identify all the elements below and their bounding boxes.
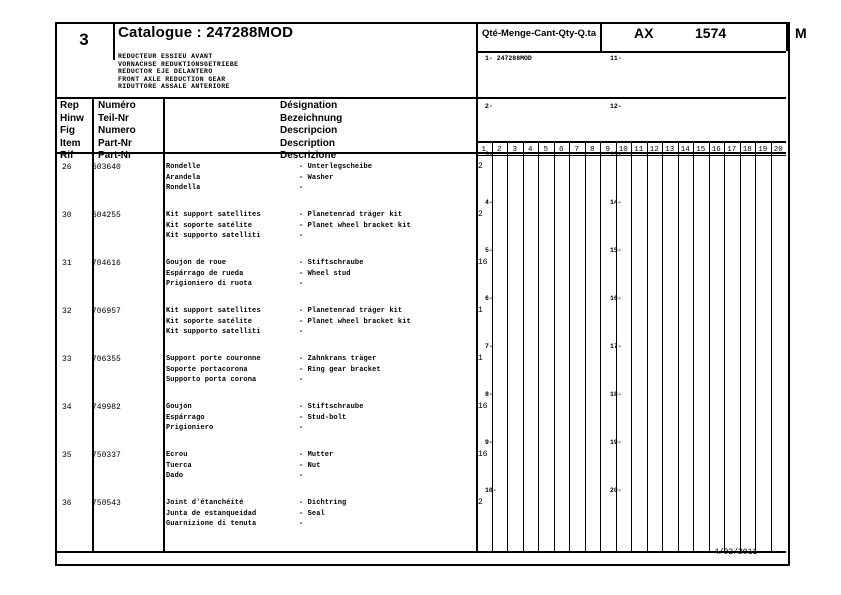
column-header-designation [280, 100, 342, 163]
row-designation-translated-line: - Planet wheel bracket kit [299, 317, 411, 326]
row-rep: 26 [62, 163, 72, 172]
row-rep: 35 [62, 451, 72, 460]
row-designation-translated-line: - Stiftschraube [299, 259, 364, 267]
catalogue-title [118, 24, 293, 41]
qty-column-header: 13 [665, 146, 675, 154]
row-designation-line: Arandela [166, 173, 201, 182]
column-header-line: Fig [60, 125, 75, 137]
legend-item: 17- [610, 343, 622, 350]
row-quantity: 16 [478, 258, 488, 267]
qty-column-header: 16 [711, 146, 721, 154]
row-part-number: 750337 [92, 451, 121, 460]
row-designation-line: Goujon de roue [166, 259, 227, 267]
row-designation-translated-line: - Planetenrad träger kit [299, 211, 403, 219]
qty-column-header: 18 [742, 146, 752, 154]
row-quantity: 2 [478, 210, 483, 219]
row-designation [166, 402, 213, 434]
section-number: 3 [79, 30, 89, 49]
row-designation-line: Tuerca [166, 461, 192, 470]
row-designation-translated-line: - Nut [299, 461, 321, 470]
legend-item: 12- [610, 103, 622, 110]
row-designation-translated [299, 258, 364, 290]
subtitle-line: RIDUTTORE ASSALE ANTERIORE [118, 83, 230, 91]
row-designation-line: Kit supporto satelliti [166, 328, 261, 336]
legend-item: 8- [485, 391, 493, 398]
row-rep: 32 [62, 307, 72, 316]
qty-column-header: 2 [496, 146, 502, 154]
row-designation [166, 258, 252, 290]
qty-column-header: 6 [558, 146, 564, 154]
table-row [0, 303, 841, 351]
qty-column-header: 4 [527, 146, 533, 154]
row-rep: 30 [62, 211, 72, 220]
table-row [0, 495, 841, 543]
legend-item: 2- [485, 103, 493, 110]
table-row [0, 447, 841, 495]
row-designation-translated-line: - Stiftschraube [299, 403, 364, 411]
qty-column-header: 5 [543, 146, 548, 154]
row-designation [166, 162, 200, 194]
qty-column-header: 9 [605, 146, 610, 154]
row-designation-line: Prigioniero di ruota [166, 280, 253, 288]
row-designation-translated-line: - [299, 232, 304, 240]
qty-divider-1 [600, 22, 602, 51]
table-row [0, 255, 841, 303]
legend-item: 20- [610, 487, 622, 494]
legend-item: 4- [485, 199, 493, 206]
row-designation-line: Rondelle [166, 163, 201, 171]
qty-header-rule [476, 51, 786, 53]
row-designation-translated-line: - Dichtring [299, 499, 347, 507]
legend-item: 1- 247288MOD [485, 55, 532, 62]
legend-item: 7- [485, 343, 493, 350]
column-header-line: Part-Nr [98, 150, 132, 162]
row-designation-translated-line: - [299, 184, 304, 192]
qty-column-header: 8 [589, 146, 595, 154]
row-designation-line: Prigioniero [166, 424, 214, 432]
legend-item: 3- [485, 151, 493, 158]
column-header-line: Item [60, 137, 81, 149]
row-designation [166, 450, 192, 482]
row-designation-translated-line: - [299, 424, 304, 432]
qty-column-header: 17 [727, 146, 737, 154]
m-label: M [795, 25, 807, 41]
column-header-line: Teil-Nr [98, 112, 129, 124]
row-designation-translated [299, 306, 411, 338]
legend-item: 9- [485, 439, 493, 446]
qty-column-header: 1 [481, 146, 486, 154]
row-designation-translated-line: - Zahnkrans träger [299, 355, 377, 363]
legend-item: 6- [485, 295, 493, 302]
row-designation-translated-line: - [299, 376, 304, 384]
table-row [0, 207, 841, 255]
row-designation-translated-line: - [299, 520, 304, 528]
subtitle-line: REDUCTEUR ESSIEU AVANT [118, 53, 213, 60]
qty-column-header: 12 [649, 146, 659, 154]
row-designation-line: Kit supporto satelliti [166, 232, 261, 240]
table-row [0, 159, 841, 207]
qty-divider-2 [786, 22, 788, 51]
row-designation-line: Ecrou [166, 451, 188, 459]
row-part-number: 750543 [92, 499, 121, 508]
row-designation-translated-line: - [299, 280, 304, 288]
row-designation-line: Junta de estanqueidad [166, 509, 257, 518]
row-designation-line: Kit support satellites [166, 211, 261, 219]
table-row [0, 399, 841, 447]
document-date: 4/02/2011 [714, 548, 758, 557]
row-designation-translated-line: - Mutter [299, 451, 334, 459]
column-header-numero [98, 100, 136, 163]
row-rep: 34 [62, 403, 72, 412]
row-designation-translated-line: - [299, 472, 304, 480]
legend-item: 5- [485, 247, 493, 254]
qty-header-label: Qté-Menge-Cant-Qty-Q.ta [482, 28, 596, 39]
legend-item: 18- [610, 391, 622, 398]
legend-item: 14- [610, 199, 622, 206]
row-rep: 36 [62, 499, 72, 508]
row-designation-line: Goujon [166, 403, 192, 411]
row-quantity: 16 [478, 450, 488, 459]
qty-column-header: 7 [574, 146, 579, 154]
column-header-line: Numero [98, 125, 136, 137]
catalogue-label: Catalogue : [118, 24, 202, 41]
row-designation-translated-line: - Ring gear bracket [299, 365, 381, 374]
qty-column-header: 15 [696, 146, 706, 154]
qty-column-header: 20 [773, 146, 783, 154]
row-quantity: 16 [478, 402, 488, 411]
column-header-rep [60, 100, 84, 163]
subtitle-line: REDUCTOR EJE DELANTERO [118, 68, 213, 76]
catalogue-number: 247288MOD [206, 24, 294, 41]
row-designation-translated-line: - Planet wheel bracket kit [299, 221, 411, 230]
row-designation-translated-line: - Planetenrad träger kit [299, 307, 403, 315]
parts-table [0, 159, 841, 543]
row-designation [166, 210, 261, 242]
legend-item: 19- [610, 439, 622, 446]
column-header-line: Désignation [280, 100, 338, 111]
row-designation-translated [299, 402, 364, 434]
column-header-line: Rep [60, 100, 79, 111]
row-designation-translated-line: - Unterlegscheibe [299, 163, 373, 171]
top-right-rule [476, 22, 786, 24]
row-designation-line: Espárrago de rueda [166, 269, 244, 278]
row-part-number: 604255 [92, 211, 121, 220]
row-designation-line: Soporte portacorona [166, 365, 248, 374]
reference-number: 1574 [695, 25, 727, 41]
legend-item: 11- [610, 55, 622, 62]
row-part-number: 706355 [92, 355, 121, 364]
subtitle-block [118, 53, 238, 91]
row-designation-translated [299, 498, 346, 530]
row-designation-translated [299, 354, 381, 386]
column-header-line: Bezeichnung [280, 112, 343, 124]
column-header-line: Description [280, 137, 336, 149]
row-designation-line: Support porte couronne [166, 355, 261, 363]
row-designation [166, 306, 261, 338]
row-part-number: 706957 [92, 307, 121, 316]
row-designation-line: Kit soporte satélite [166, 221, 253, 230]
qty-column-header: 19 [758, 146, 768, 154]
row-designation-line: Rondella [166, 184, 201, 192]
row-quantity: 1 [478, 306, 483, 315]
column-header-line: Hinw [60, 112, 84, 124]
row-designation-translated-line: - [299, 328, 304, 336]
row-designation-line: Joint d'étanchéité [166, 499, 244, 507]
subtitle-line: FRONT AXLE REDUCTION GEAR [118, 75, 226, 83]
qty-column-header: 11 [634, 146, 644, 154]
table-row [0, 351, 841, 399]
row-designation [166, 354, 261, 386]
row-designation-translated-line: - Stud-bolt [299, 413, 347, 422]
table-bottom-rule [55, 551, 786, 553]
qty-column-header: 14 [680, 146, 690, 154]
row-quantity: 2 [478, 162, 483, 171]
qty-column-header: 10 [618, 146, 628, 154]
row-designation-translated [299, 162, 372, 194]
row-designation-translated [299, 450, 333, 482]
row-part-number: 704616 [92, 259, 121, 268]
row-designation-translated-line: - Washer [299, 173, 334, 182]
row-designation-line: Kit soporte satélite [166, 317, 253, 326]
row-designation-translated-line: - Seal [299, 509, 325, 518]
row-part-number: 603640 [92, 163, 121, 172]
legend-item: 16- [610, 295, 622, 302]
row-designation [166, 498, 256, 530]
qty-column-header: 3 [512, 146, 517, 154]
legend-item: 15- [610, 247, 622, 254]
column-header-line: Descripcion [280, 125, 338, 137]
row-designation-line: Kit support satellites [166, 307, 261, 315]
legend-item: 13- [610, 151, 622, 158]
subtitle-line: VORNACHSE REDUKTIONSGETRIEBE [118, 60, 239, 68]
row-quantity: 2 [478, 498, 483, 507]
column-header-line: Part-Nr [98, 137, 132, 149]
legend-item: 10- [485, 487, 497, 494]
ax-label: AX [634, 25, 654, 41]
row-designation-translated [299, 210, 411, 242]
column-header-line: Descrizione [280, 150, 337, 162]
row-rep: 31 [62, 259, 72, 268]
row-designation-line: Dado [166, 472, 184, 480]
row-designation-translated-line: - Wheel stud [299, 269, 351, 278]
column-header-line: Rif [60, 150, 74, 162]
row-designation-line: Supporto porta corona [166, 376, 257, 384]
column-header-line: Numéro [98, 100, 136, 111]
row-designation-line: Espárrago [166, 413, 205, 422]
row-rep: 33 [62, 355, 72, 364]
row-quantity: 1 [478, 354, 483, 363]
row-part-number: 749982 [92, 403, 121, 412]
row-designation-line: Guarnizione di tenuta [166, 520, 257, 528]
